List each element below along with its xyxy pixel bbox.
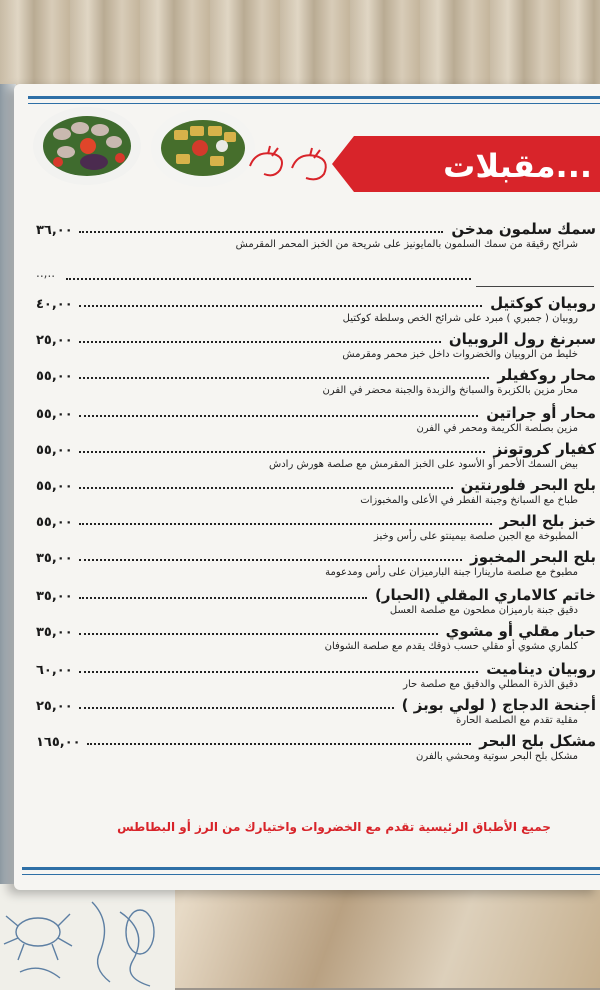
dot-leader — [79, 231, 444, 233]
appetizer-plate-photo — [32, 106, 142, 186]
menu-item — [36, 618, 596, 656]
menu-items-list — [36, 216, 596, 764]
top-border-line — [28, 96, 600, 99]
placemat-with-crab-drawings — [0, 880, 175, 990]
footer-note: جميع الأطباق الرئيسية تقدم مع الخضروات واختيارك من الرز أو البطاطس — [117, 820, 551, 834]
blank-underline — [476, 286, 594, 287]
blank-price: ..,.. — [36, 266, 56, 280]
item-name: كفيار كروتونز — [493, 440, 596, 458]
menu-item — [36, 472, 596, 508]
item-description: بيض السمك الأحمر أو الأسود على الخبز المقرمش مع صلصة هورش رادش — [269, 459, 578, 470]
dot-leader — [79, 415, 479, 417]
item-name: روبيان ديناميت — [486, 660, 596, 678]
dot-leader — [66, 278, 471, 280]
item-name: سبرنغ رول الروبيان — [448, 330, 596, 348]
dot-leader — [79, 451, 486, 453]
shrimp-icon — [242, 144, 338, 188]
menu-item — [36, 290, 596, 326]
menu-item — [36, 326, 596, 362]
dot-leader — [79, 671, 479, 673]
blank-menu-line — [36, 256, 596, 290]
item-description: خليط من الروبيان والخضروات داخل خبز محمر ومقرمش — [342, 349, 578, 360]
item-description: مطبوخ مع صلصة مارينارا جبنة البارميزان على رأس ومدعومة — [325, 567, 578, 578]
dot-leader — [79, 633, 438, 635]
item-name: بلح البحر فلورنتين — [460, 476, 596, 494]
item-description: مزين بصلصة الكريمة ومحمر في الفرن — [416, 423, 578, 434]
menu-item — [36, 582, 596, 618]
dot-leader — [79, 341, 441, 343]
item-name: مشكل بلح البحر — [479, 732, 596, 750]
item-name: روبيان كوكتيل — [490, 294, 596, 312]
item-description: طباخ مع السبانخ وجبنة الفطر في الأعلى والمخبوزات — [360, 495, 578, 506]
dot-leader — [79, 707, 394, 709]
item-price: ٣٥,٠٠ — [36, 625, 73, 640]
bottom-border-line — [22, 867, 600, 870]
item-description: دقيق جبنة بارميزان مطحون مع صلصة العسل — [389, 605, 578, 616]
item-description: شرائح رقيقة من سمك السلمون بالمايونيز على شريحة من الخبز المحمر المقرمش — [235, 239, 578, 250]
item-price: ٥٥,٠٠ — [36, 443, 73, 458]
menu-item — [36, 436, 596, 472]
item-description: المطبوخة مع الجبن صلصة بيمينتو على رأس وخبز — [374, 531, 578, 542]
item-price: ١٦٥,٠٠ — [36, 735, 81, 750]
menu-item — [36, 508, 596, 544]
dot-leader — [79, 305, 482, 307]
item-name: خاتم كالاماري المقلي (الحبار) — [375, 586, 596, 604]
menu-item — [36, 216, 596, 256]
item-description: روبيان ( جمبري ) مبرد على شرائح الخص وسلطة كوكتيل — [342, 313, 578, 324]
dot-leader — [79, 487, 453, 489]
menu-item — [36, 728, 596, 764]
top-border-thin-line — [28, 103, 600, 104]
item-description: مشكل بلح البحر سوتية ومحشي بالفرن — [415, 751, 578, 762]
menu-item — [36, 692, 596, 728]
item-name: سمك سلمون مدخن — [451, 220, 596, 238]
item-description: محار مزين بالكزبرة والسبانخ والزبدة والجبنة محضر في الفرن — [322, 385, 578, 396]
dot-leader — [79, 559, 462, 561]
item-description: مقلية تقدم مع الصلصة الحارة — [455, 715, 578, 726]
item-name: خبز بلح البحر — [499, 512, 596, 530]
menu-page — [14, 84, 600, 890]
item-price: ٢٥,٠٠ — [36, 333, 73, 348]
bottom-border-thin-line — [22, 874, 600, 875]
item-price: ٣٥,٠٠ — [36, 551, 73, 566]
dot-leader — [79, 523, 492, 525]
menu-item — [36, 544, 596, 582]
item-description: كلماري مشوي أو مقلي حسب ذوقك يقدم مع صلصة الشوفان — [324, 641, 578, 652]
dot-leader — [87, 743, 472, 745]
item-price: ٣٦,٠٠ — [36, 223, 73, 238]
item-name: محار روكفيلر — [497, 366, 596, 384]
menu-item — [36, 656, 596, 692]
dot-leader — [79, 597, 367, 599]
item-name: محار أو جراتين — [486, 404, 596, 422]
item-name: حبار مقلي أو مشوي — [445, 622, 596, 640]
item-price: ٥٥,٠٠ — [36, 515, 73, 530]
section-title: ...مقبلات — [443, 147, 592, 185]
menu-item — [36, 362, 596, 400]
item-name: أجنحة الدجاج ( لولي بوبز ) — [401, 696, 596, 714]
item-price: ٤٠,٠٠ — [36, 297, 73, 312]
menu-item — [36, 400, 596, 436]
skewer-plate-photo — [150, 108, 256, 188]
item-name: بلح البحر المخبوز — [470, 548, 596, 566]
item-price: ٢٥,٠٠ — [36, 699, 73, 714]
item-description: دقيق الذرة المطلي والدقيق مع صلصة حار — [403, 679, 578, 690]
item-price: ٥٥,٠٠ — [36, 479, 73, 494]
dot-leader — [79, 377, 490, 379]
item-price: ٥٥,٠٠ — [36, 369, 73, 384]
item-price: ٦٠,٠٠ — [36, 663, 73, 678]
item-price: ٥٥,٠٠ — [36, 407, 73, 422]
item-price: ٣٥,٠٠ — [36, 589, 73, 604]
